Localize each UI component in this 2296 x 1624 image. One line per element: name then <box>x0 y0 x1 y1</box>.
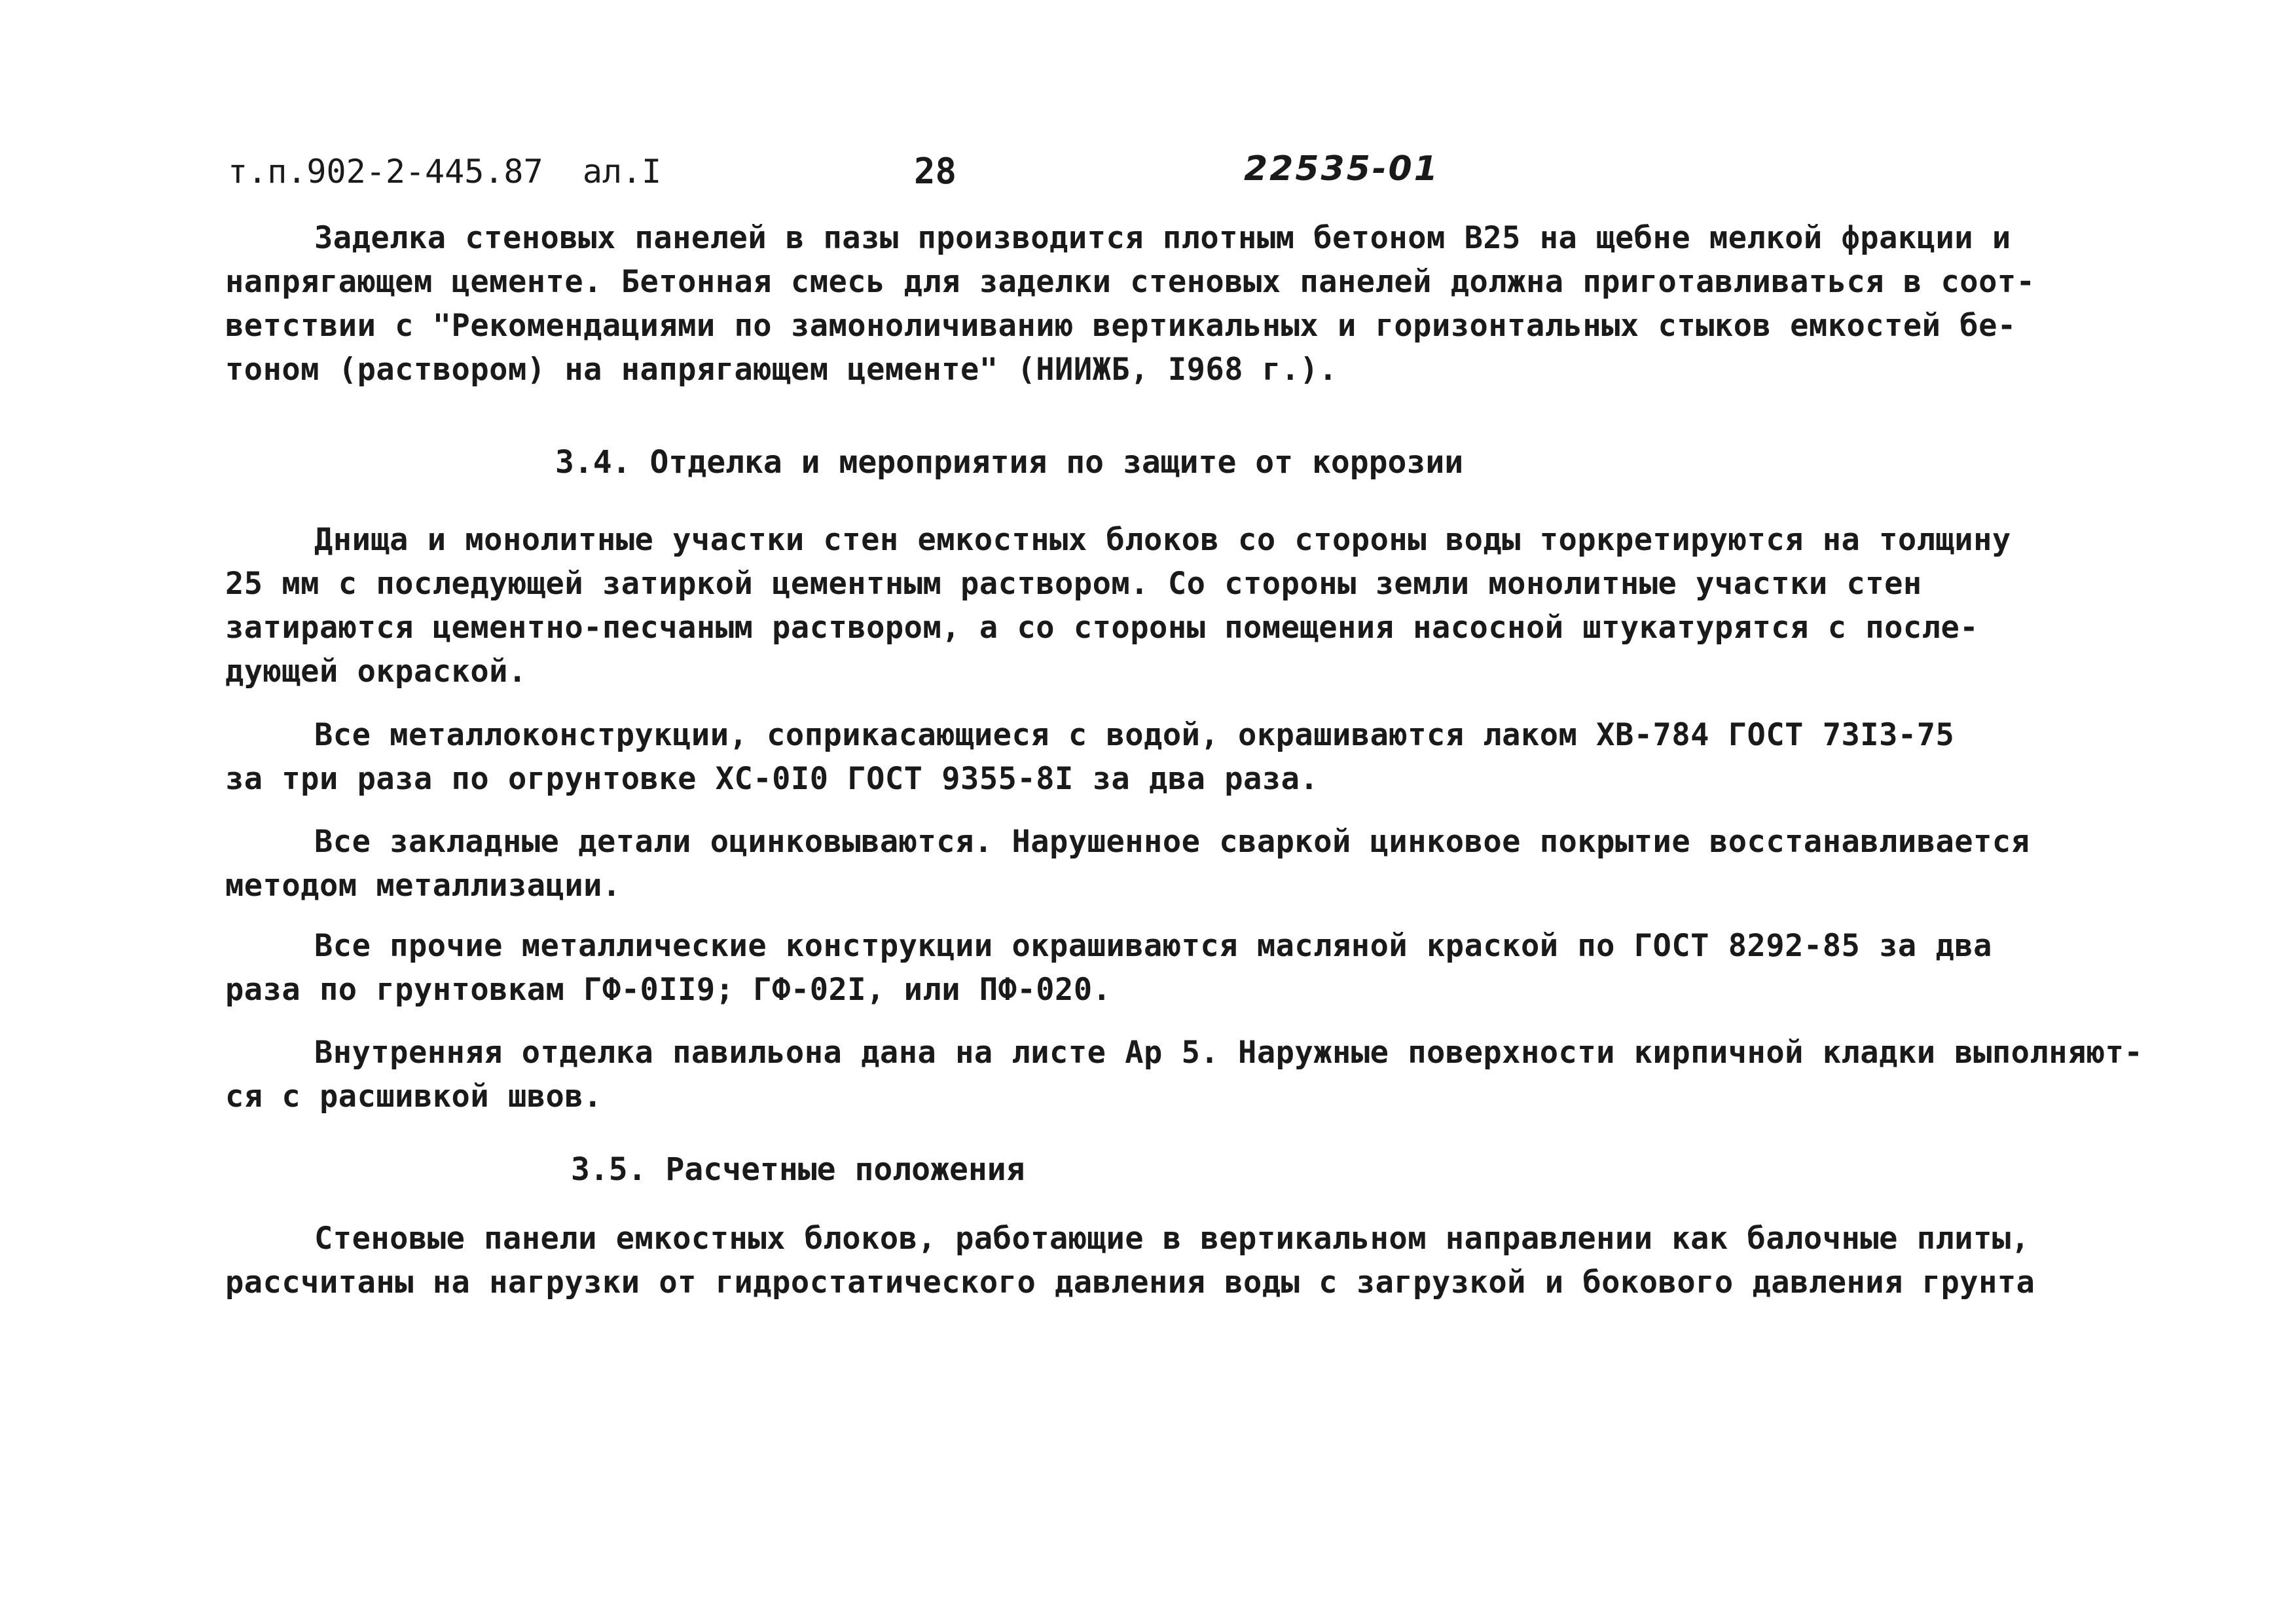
section-heading: 3.4. Отделка и мероприятия по защите от коррозии <box>555 444 1464 481</box>
paragraph-line: Внутренняя отделка павильона дана на листе Ар 5. Наружные поверхности кирпичной кладки выполняют- <box>314 1035 2143 1071</box>
section-heading: 3.5. Расчетные положения <box>571 1151 1025 1188</box>
paragraph-line: раза по грунтовкам ГФ-0II9; ГФ-02I, или ПФ-020. <box>225 972 1112 1008</box>
paragraph-line: методом металлизации. <box>225 868 621 904</box>
paragraph-line: рассчитаны на нагрузки от гидростатического давления воды с загрузкой и бокового давления грунта <box>225 1264 2035 1301</box>
paragraph-line: Все металлоконструкции, соприкасающиеся с водой, окрашиваются лаком ХВ-784 ГОСТ 73I3-75 <box>314 717 1955 753</box>
paragraph-line: Днища и монолитные участки стен емкостных блоков со стороны воды торкретируются на толщину <box>314 522 2011 558</box>
paragraph-line: напрягающем цементе. Бетонная смесь для заделки стеновых панелей должна приготавливаться в соот- <box>225 264 2035 300</box>
paragraph-line: 25 мм с последующей затиркой цементным раствором. Со стороны земли монолитные участки стен <box>225 566 1922 602</box>
page-number: 28 <box>914 151 957 192</box>
paragraph-line: за три раза по огрунтовке ХС-0I0 ГОСТ 9355-8I за два раза. <box>225 761 1319 797</box>
paragraph-line: ся с расшивкой швов. <box>225 1079 602 1115</box>
paragraph-line: дующей окраской. <box>225 654 527 690</box>
document-reference: т.п.902-2-445.87 ал.I <box>228 153 662 191</box>
paragraph-line: затираются цементно-песчаным раствором, а со стороны помещения насосной штукатурятся с после- <box>225 610 1979 646</box>
paragraph-line: тоном (раствором) на напрягающем цементе" (НИИЖБ, I968 г.). <box>225 352 1338 388</box>
document-code: 22535-01 <box>1244 149 1440 189</box>
paragraph-line: Все закладные детали оцинковываются. Нарушенное сваркой цинковое покрытие восстанавливается <box>314 824 2030 860</box>
paragraph-line: Заделка стеновых панелей в пазы производится плотным бетоном В25 на щебне мелкой фракции и <box>314 220 2011 256</box>
paragraph-line: Все прочие металлические конструкции окрашиваются масляной краской по ГОСТ 8292-85 за два <box>314 928 1992 964</box>
paragraph-line: Стеновые панели емкостных блоков, работающие в вертикальном направлении как балочные плиты, <box>314 1221 2030 1257</box>
paragraph-line: ветствии с "Рекомендациями по замоноличиванию вертикальных и горизонтальных стыков емкостей бе- <box>225 308 2016 344</box>
